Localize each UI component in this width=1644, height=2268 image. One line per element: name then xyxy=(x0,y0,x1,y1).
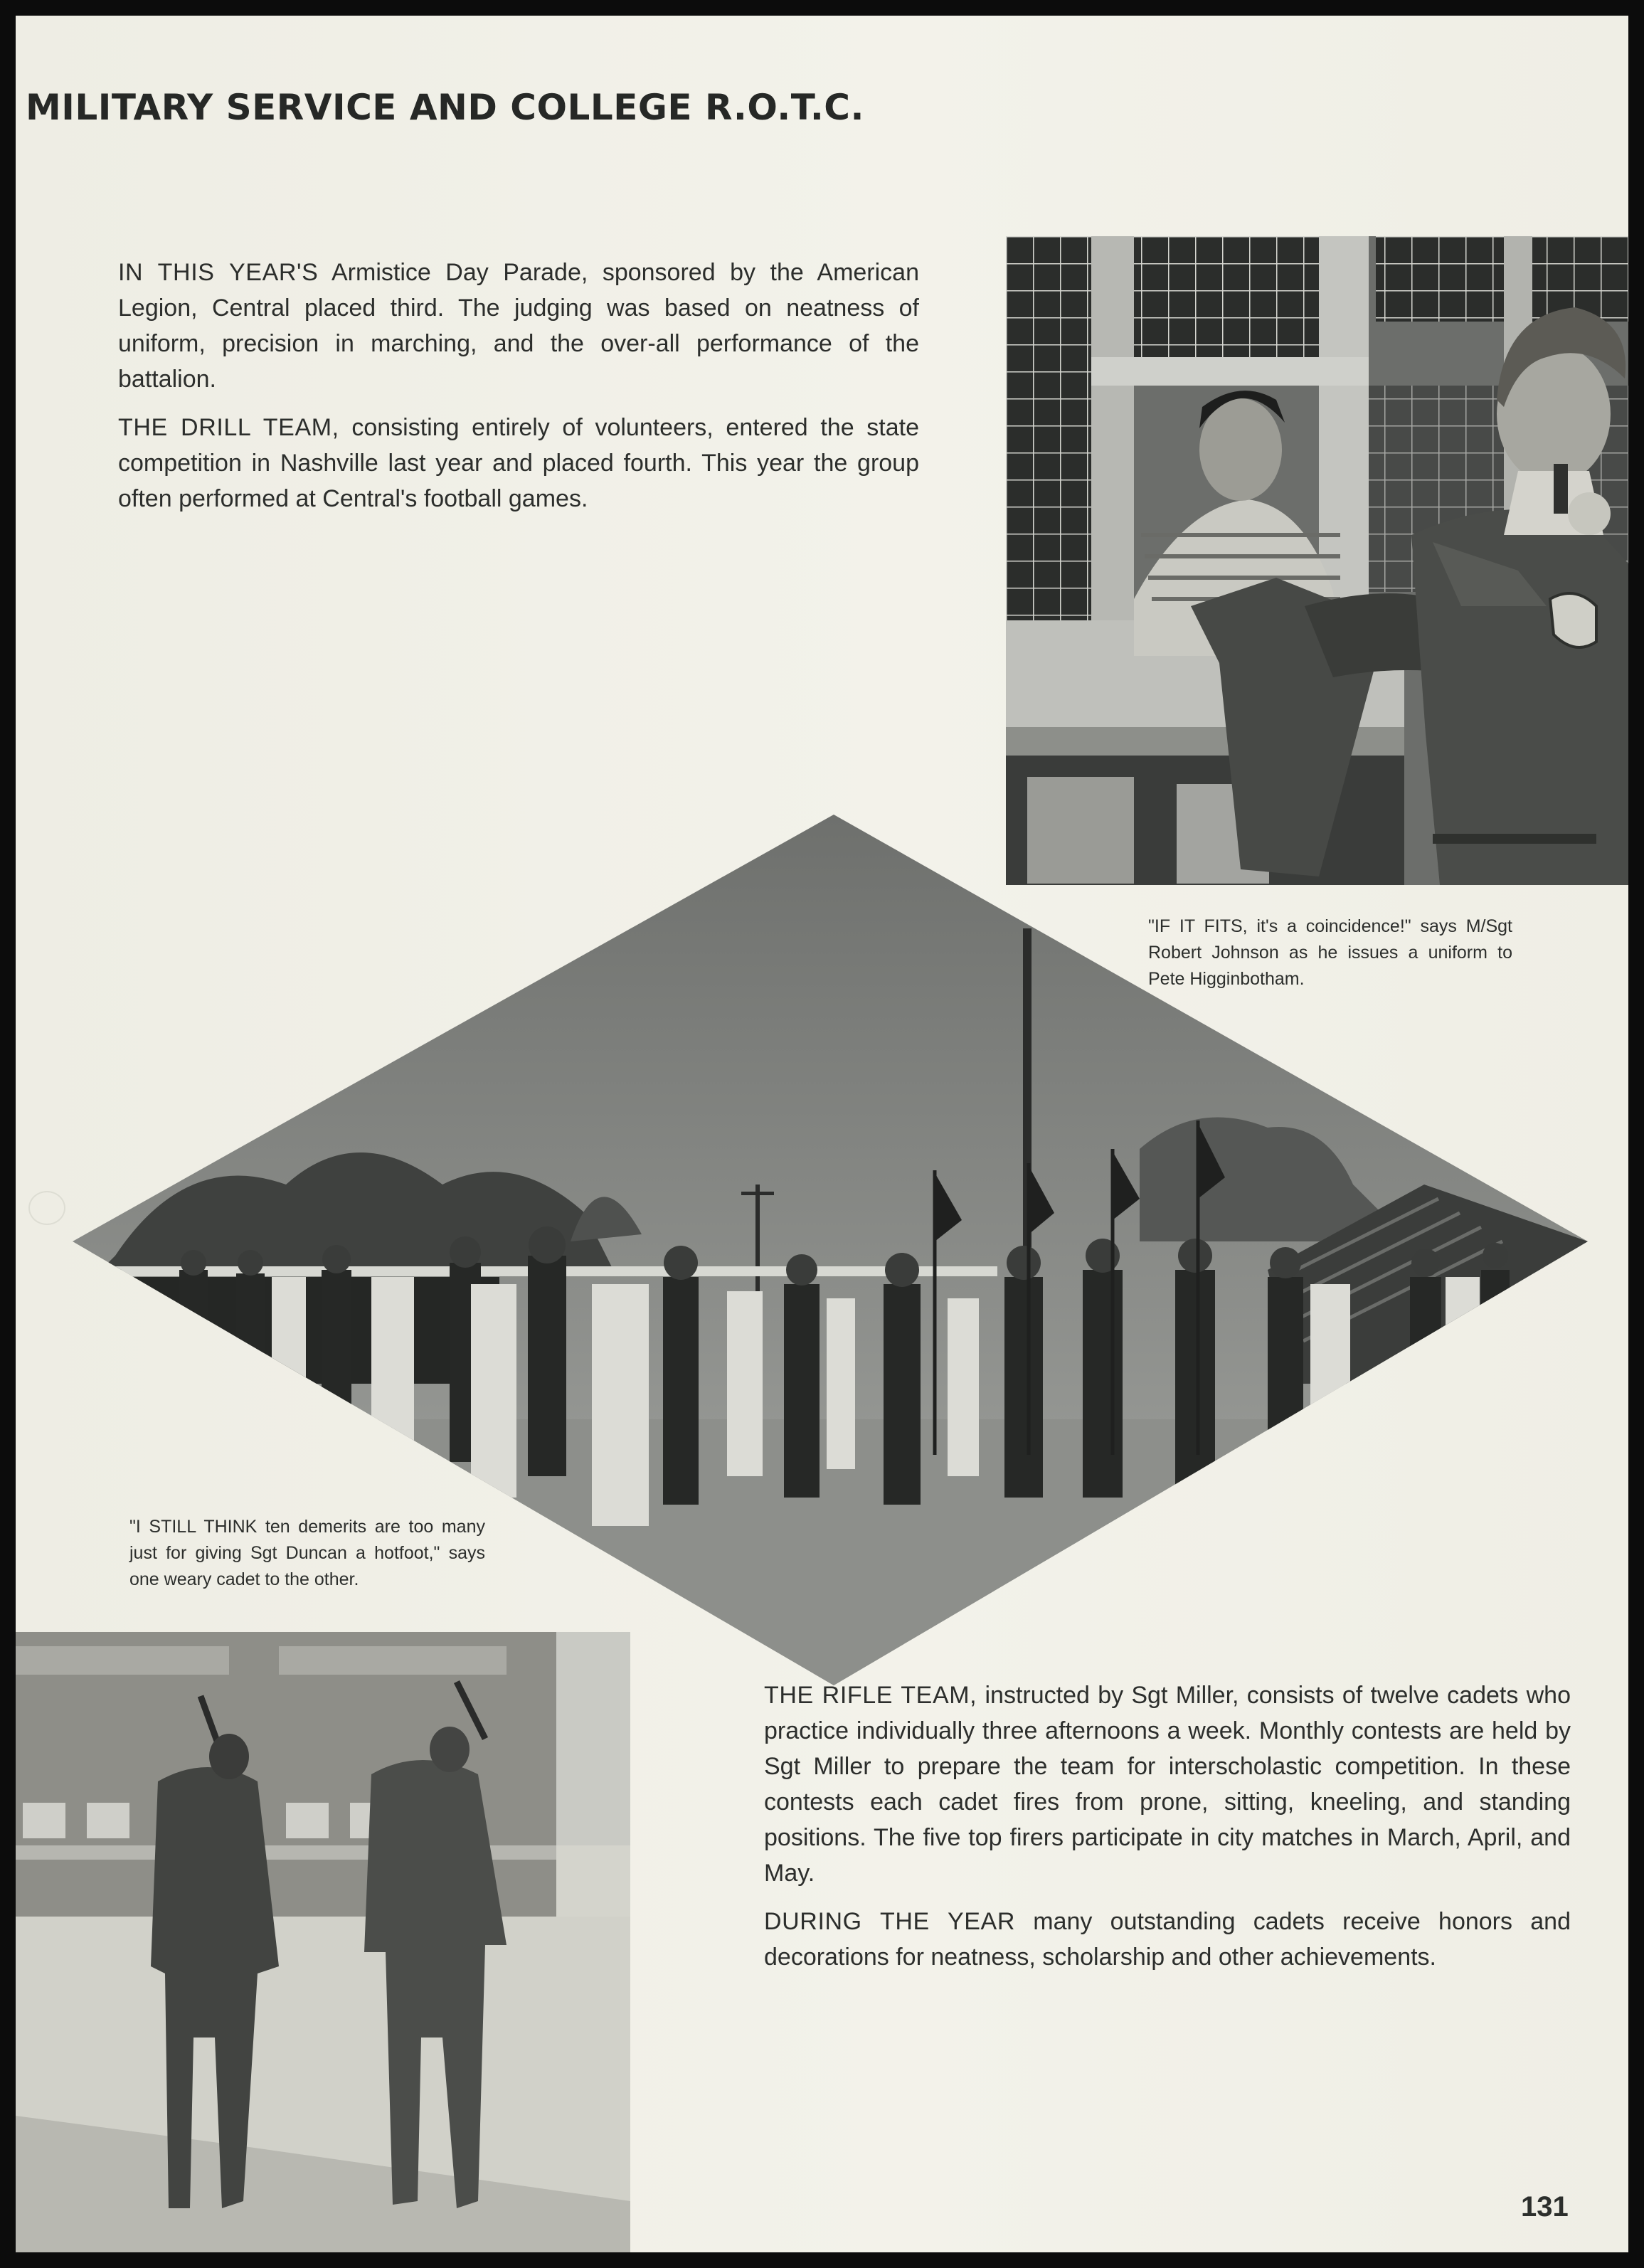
honors-paragraph xyxy=(764,1904,1571,1975)
paragraph-lead: THE DRILL TEAM, xyxy=(118,414,339,441)
uniform-issue-photo xyxy=(1006,236,1628,885)
marching-cadets-photo xyxy=(16,1632,630,2252)
paragraph-lead: THE RIFLE TEAM, xyxy=(764,1682,977,1709)
caption-body: it's a coincidence!" says M/Sgt Robert Johnson as he issues a uniform to Pete Higginbotham. xyxy=(1148,916,1512,989)
paragraph-body: many outstanding cadets receive honors and decorations for neatness, scholarship and other achievements. xyxy=(764,1908,1571,1971)
paper-smudge xyxy=(28,1191,65,1225)
caption-lead: "I STILL THINK xyxy=(129,1517,258,1537)
yearbook-page xyxy=(16,16,1628,2252)
page-number: 131 xyxy=(1521,2191,1569,2222)
caption-body: ten demerits are too many just for giving Sgt Duncan a hotfoot," says one weary cadet to the other. xyxy=(129,1517,485,1589)
page-title: MILITARY SERVICE AND COLLEGE R.O.T.C. xyxy=(26,87,864,128)
paragraph-lead: IN THIS YEAR'S xyxy=(118,259,319,286)
paragraph-body: Armistice Day Parade, sponsored by the American Legion, Central placed third. The judging was based on neatness of uniform, precision in marching, and the over-all performance of the battalion. xyxy=(118,259,919,393)
rifle-team-paragraph xyxy=(764,1678,1571,1891)
paragraph-body: consisting entirely of volunteers, entered the state competition in Nashville last year and placed fourth. This year the group often performed at Central's football games. xyxy=(118,414,919,512)
intro-text xyxy=(118,255,919,529)
armistice-paragraph xyxy=(118,255,919,397)
paragraph-body: instructed by Sgt Miller, consists of twelve cadets who practice individually three afternoons a week. Monthly contests are held by Sgt Miller to prepare the team for interscholastic competition. In these contests each cadet fires from prone, sitting, kneeling, and standing positions. The five top firers participate in city matches in March, April, and May. xyxy=(764,1682,1571,1887)
rifle-team-text xyxy=(764,1678,1571,1988)
drill-team-paragraph xyxy=(118,410,919,516)
caption-lead: "IF IT FITS, xyxy=(1148,916,1248,936)
marching-caption xyxy=(129,1514,485,1593)
paragraph-lead: DURING THE YEAR xyxy=(764,1908,1015,1935)
